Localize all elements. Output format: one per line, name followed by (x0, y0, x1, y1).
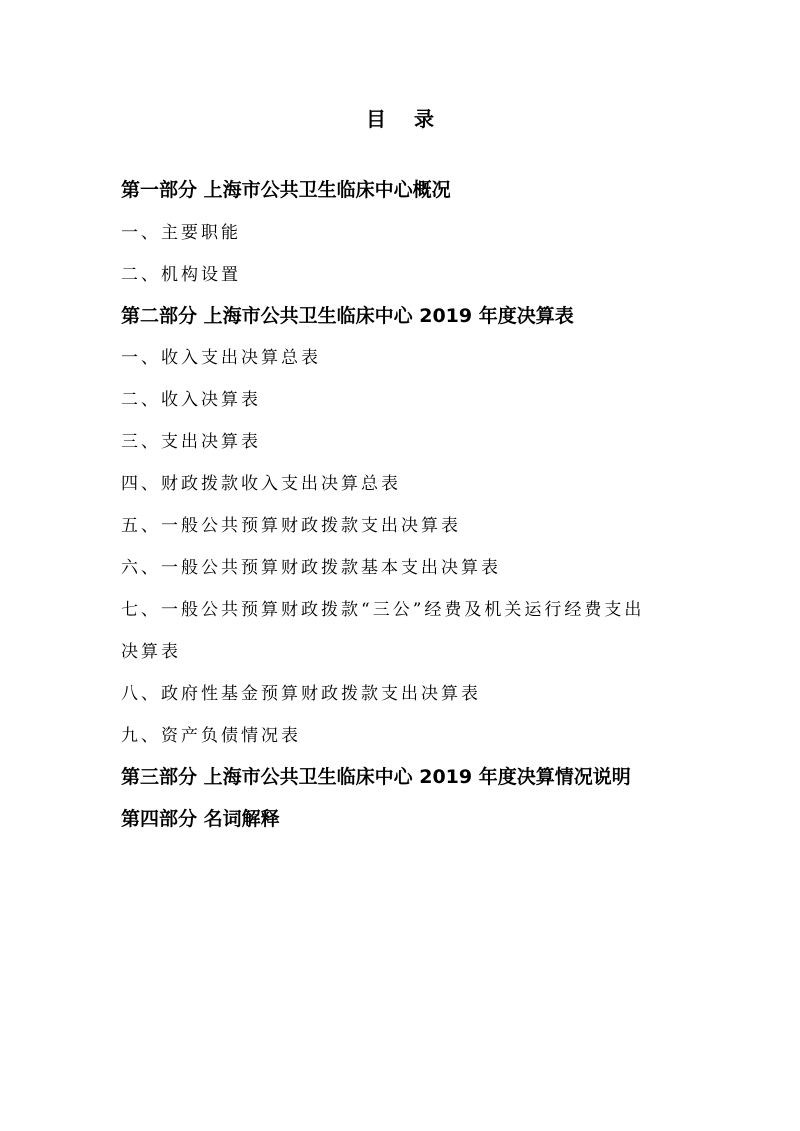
page-title (0, 103, 800, 132)
toc-part-1: 第一部分 上海市公共卫生临床中心概况 (121, 179, 451, 201)
title-char-1: 目 (366, 107, 386, 131)
toc-item-income-expense-summary: 一、收入支出决算总表 (121, 348, 321, 368)
toc-item-gov-fund-expense: 八、政府性基金预算财政拨款支出决算表 (121, 684, 481, 704)
toc-item-main-functions: 一、主要职能 (121, 223, 241, 243)
toc-item-general-budget-expense: 五、一般公共预算财政拨款支出决算表 (121, 516, 461, 536)
toc-part-4: 第四部分 名词解释 (121, 808, 280, 830)
toc-item-general-budget-basic-expense: 六、一般公共预算财政拨款基本支出决算表 (121, 558, 501, 578)
toc-item-fiscal-summary: 四、财政拨款收入支出决算总表 (121, 474, 401, 494)
toc-item-expense-table: 三、支出决算表 (121, 432, 261, 452)
toc-item-three-public-expenses: 七、一般公共预算财政拨款“三公”经费及机关运行经费支出 (121, 600, 645, 620)
toc-item-assets-liabilities: 九、资产负债情况表 (121, 726, 301, 746)
title-char-2: 录 (414, 107, 434, 131)
toc-item-org-structure: 二、机构设置 (121, 265, 241, 285)
toc-part-2: 第二部分 上海市公共卫生临床中心 2019 年度决算表 (121, 305, 574, 327)
toc-item-income-table: 二、收入决算表 (121, 390, 261, 410)
toc-item-three-public-expenses-cont: 决算表 (121, 642, 181, 662)
toc-part-3: 第三部分 上海市公共卫生临床中心 2019 年度决算情况说明 (121, 766, 631, 788)
